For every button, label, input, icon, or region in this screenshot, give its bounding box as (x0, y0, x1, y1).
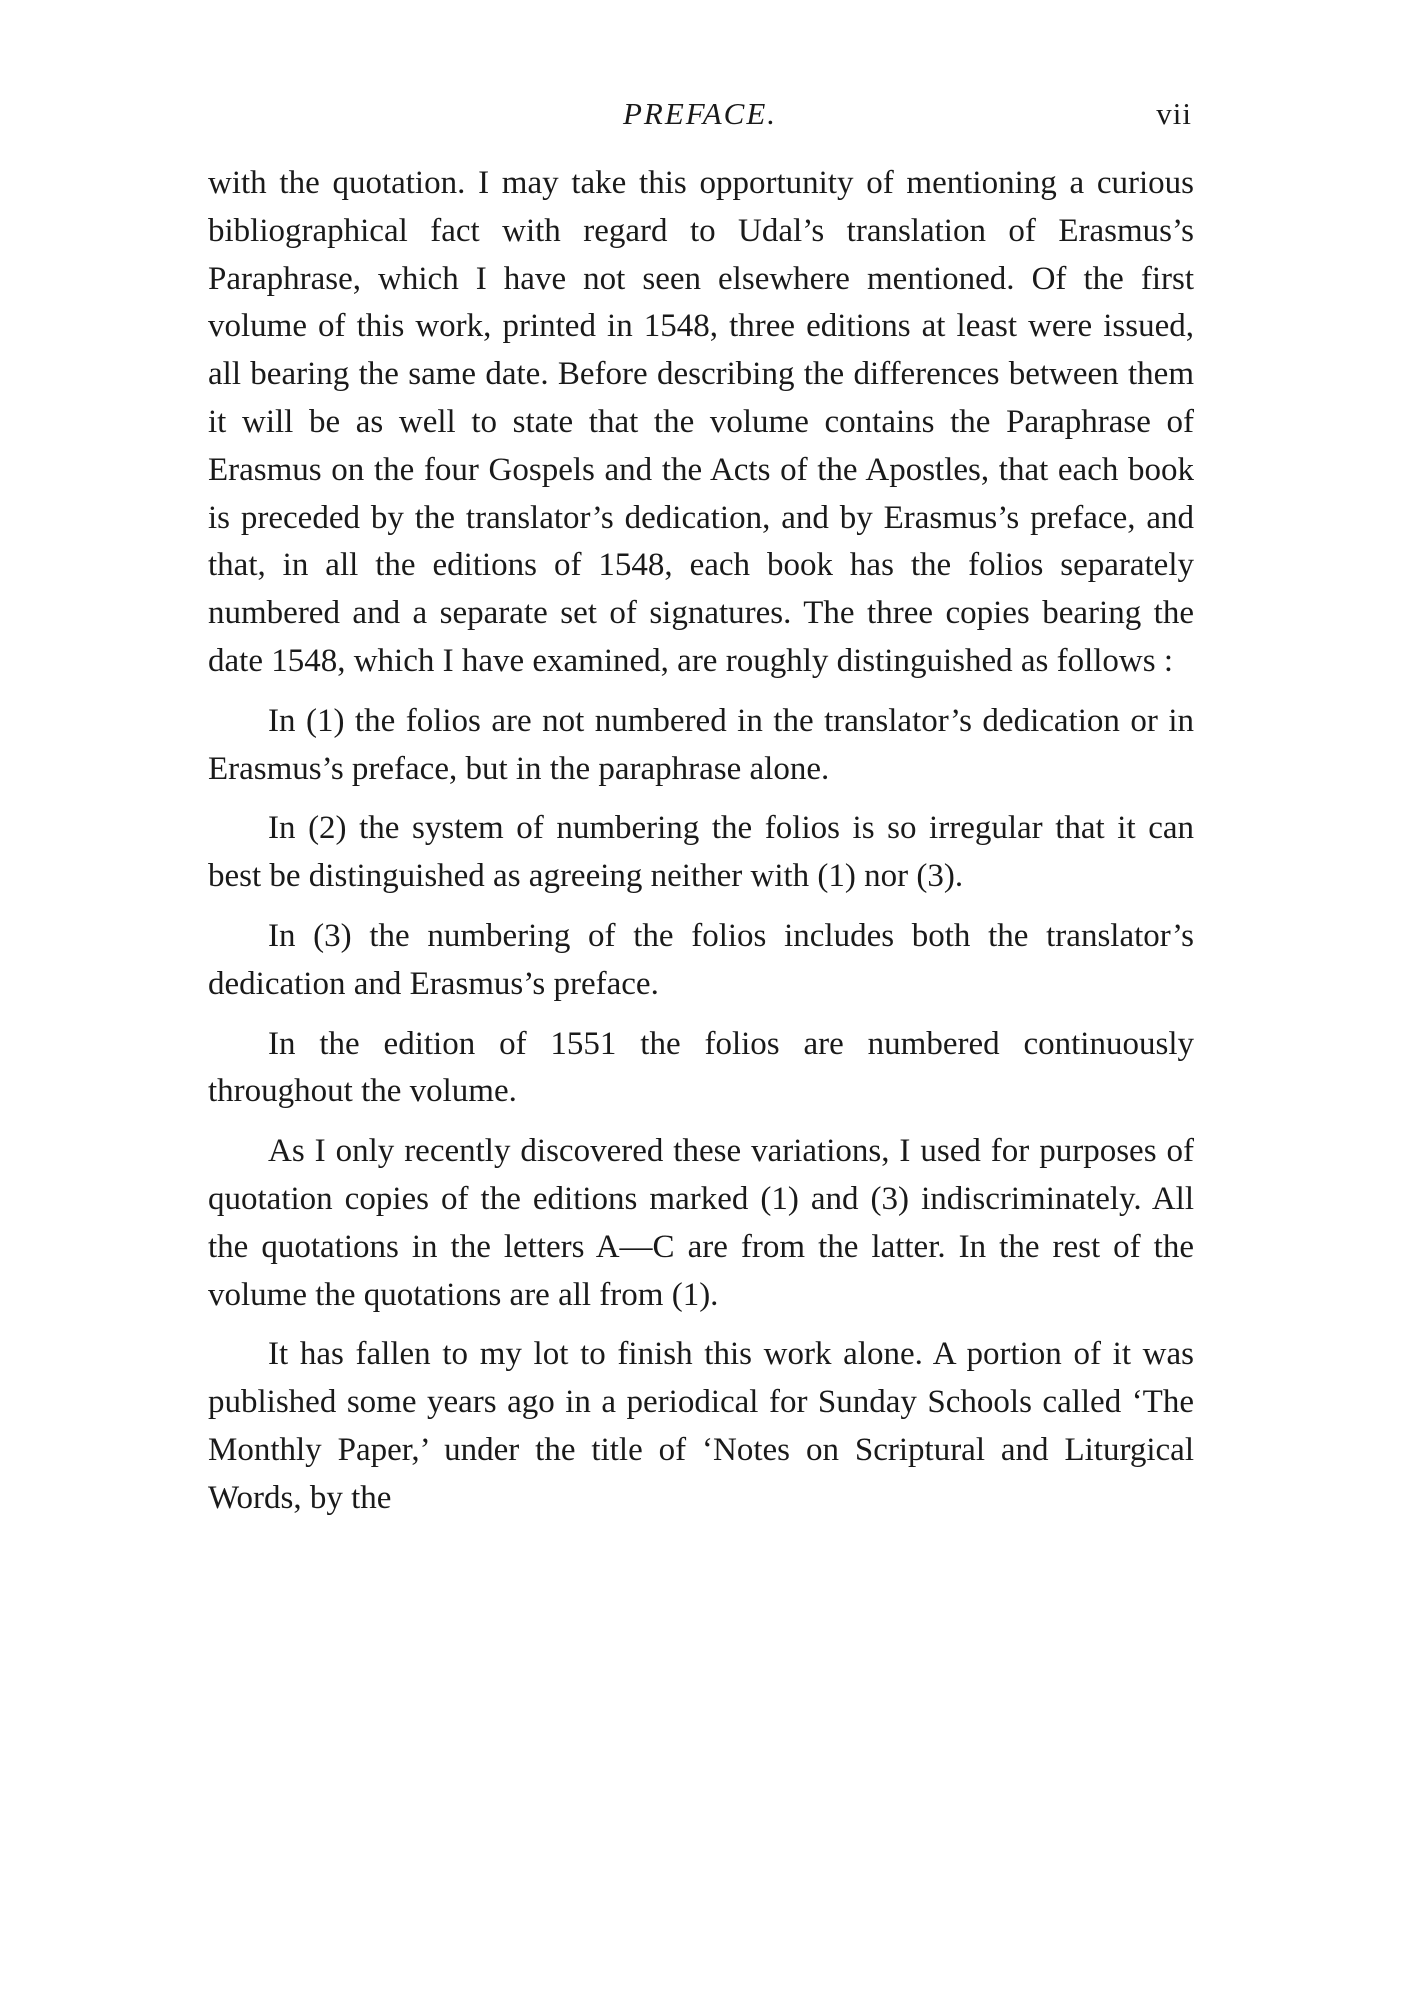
running-title: PREFACE. (622, 96, 778, 131)
page-header (208, 96, 1192, 146)
paragraph-edition-1: In (1) the folios are not numbered in the translator’s dedication or in Erasmus’s preface, but in the paraphrase alone. (208, 702, 1194, 787)
paragraph-edition-2: In (2) the system of numbering the folios is so irregular that it can best be distinguished as agreeing neither with (1) nor (3). (208, 810, 1194, 895)
paragraph-continuation: with the quotation. I may take this opportunity of mentioning a curious bibliographical fact with regard to Udal’s translation of Erasmus’s Paraphrase, which I have not seen elsewhere mentioned. Of the first volume of this work, printed in 1548, three editions at least were issued, all bearing the same date. Before describing the differences between them it will be as well to state that the volume contains the Paraphrase of Erasmus on the four Gospels and the Acts of the Apostles, that each book is preceded by the translator’s dedication, and by Erasmus’s preface, and that, in all the editions of 1548, each book has the folios separately numbered and a separate set of signatures. The three copies bearing the date 1548, which I have examined, are roughly distinguished as follows : (208, 165, 1194, 679)
paragraph-edition-3: In (3) the numbering of the folios includes both the translator’s dedication and Erasmus’s preface. (208, 917, 1194, 1002)
paragraph-quotation-sources: As I only recently discovered these variations, I used for purposes of quotation copies of the editions marked (1) and (3) indiscriminately. All the quotations in the letters A—C are from the latter. In the rest of the volume the quotations are all from (1). (208, 1133, 1194, 1313)
paragraph-edition-1551: In the edition of 1551 the folios are numbered continuously throughout the volume. (208, 1025, 1194, 1110)
page-number: vii (1156, 96, 1192, 131)
paragraph-authorship: It has fallen to my lot to finish this work alone. A portion of it was published some years ago in a periodical for Sunday Schools called ‘The Monthly Paper,’ under the title of ‘Notes on Scriptural and Liturgical Words, by the (208, 1336, 1194, 1516)
body-text (208, 160, 1194, 1523)
